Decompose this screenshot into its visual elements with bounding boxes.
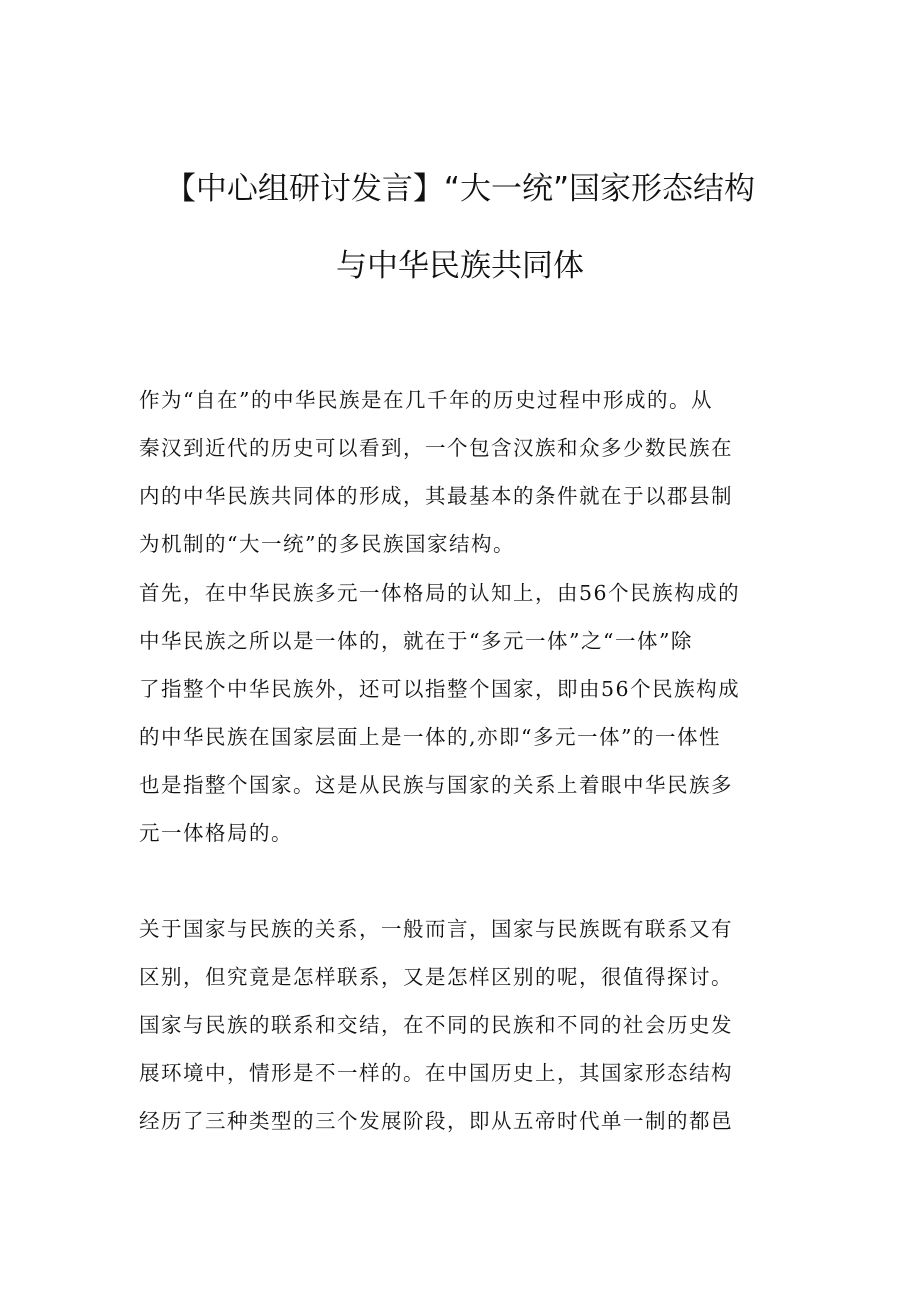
text-line: 内的中华民族共同体的形成，其最基本的条件就在于以郡县制: [139, 484, 733, 508]
document-title-line-2: 与中华民族共同体: [336, 248, 584, 284]
text-line: 中华民族之所以是一体的，就在于“多元一体”之“一体”除: [139, 629, 693, 653]
text-line: 首先，在中华民族多元一体格局的认知上，由56个民族构成的: [139, 581, 741, 605]
text-line: 作为“自在”的中华民族是在几千年的历史过程中形成的。从: [139, 388, 713, 412]
text-line: 关于国家与民族的关系，一般而言，国家与民族既有联系又有: [139, 917, 733, 941]
text-line: 也是指整个国家。这是从民族与国家的关系上着眼中华民族多: [139, 773, 733, 797]
document-title-line-1: 【中心组研讨发言】“大一统”国家形态结构: [164, 171, 756, 207]
text-line: 国家与民族的联系和交结，在不同的民族和不同的社会历史发: [139, 1013, 733, 1037]
text-line: 为机制的“大一统”的多民族国家结构。: [139, 532, 515, 556]
text-line: 经历了三种类型的三个发展阶段，即从五帝时代单一制的都邑: [139, 1109, 733, 1133]
text-line: 元一体格局的。: [139, 821, 293, 845]
text-line: 了指整个中华民族外，还可以指整个国家，即由56个民族构成: [139, 677, 741, 701]
text-line: 区别，但究竟是怎样联系，又是怎样区别的呢，很值得探讨。: [139, 965, 733, 989]
text-line: 的中华民族在国家层面上是一体的,亦即“多元一体”的一体性: [139, 725, 721, 749]
text-line: 展环境中，情形是不一样的。在中国历史上，其国家形态结构: [139, 1061, 733, 1085]
text-line: 秦汉到近代的历史可以看到，一个包含汉族和众多少数民族在: [139, 436, 733, 460]
